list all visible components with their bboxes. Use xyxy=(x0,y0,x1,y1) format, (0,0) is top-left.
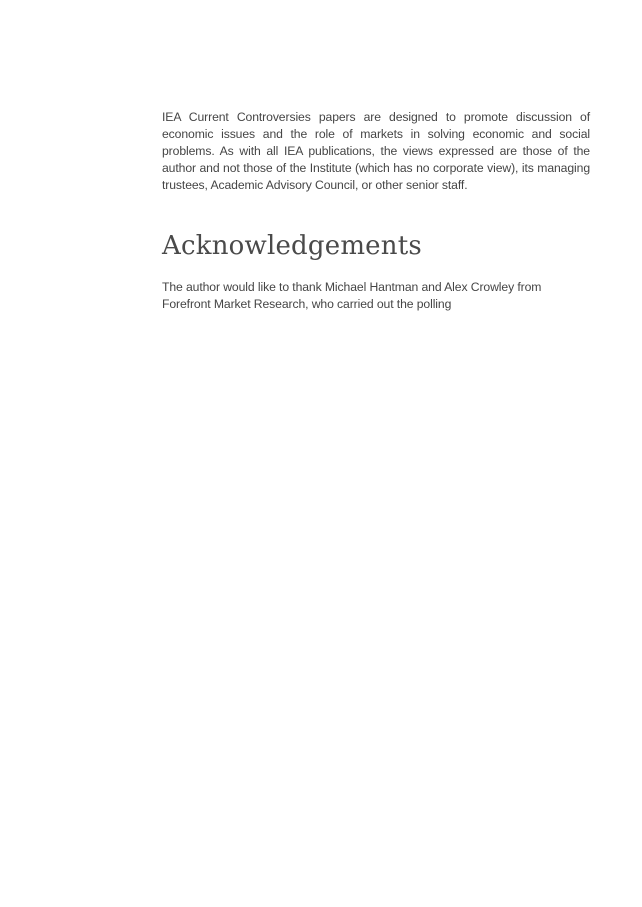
disclaimer-paragraph: IEA Current Controversies papers are designed to promote discussion of economic issues and the role of markets in solving economic and social problems. As with all IEA publications, the views expressed are those of the author and not those of the Institute (which has no corporate view), its managing trustees, Academic Advisory Council, or other senior staff. xyxy=(162,110,590,192)
acknowledgements-paragraph: The author would like to thank Michael Hantman and Alex Crowley from Forefront Market Research, who carried out the polling xyxy=(162,280,542,311)
page-content xyxy=(162,109,590,313)
acknowledgements-heading: Acknowledgements xyxy=(162,231,422,261)
